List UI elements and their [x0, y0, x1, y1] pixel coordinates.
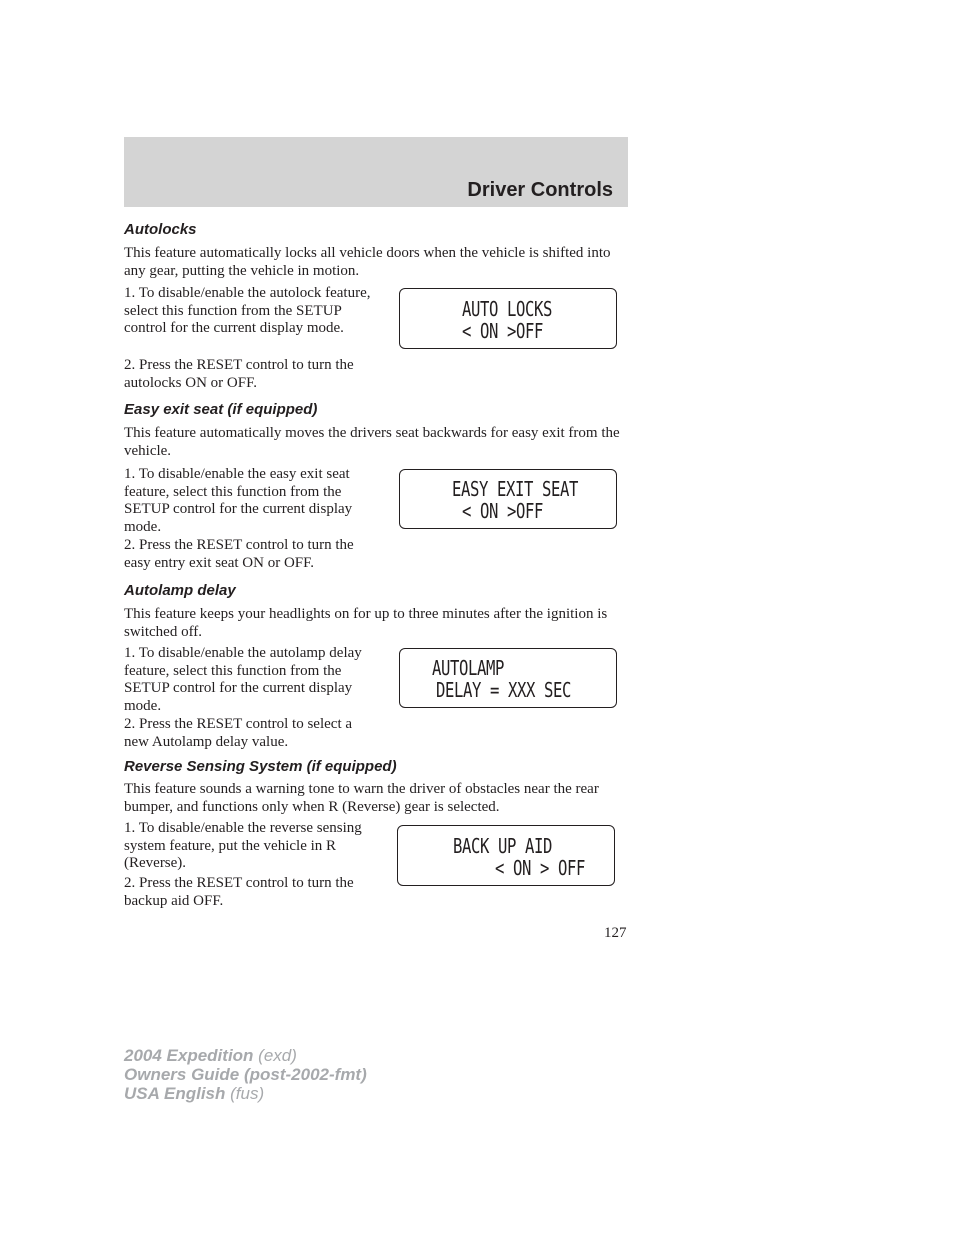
step-2-reverse-sensing: 2. Press the RESET control to turn the backup aid OFF. [124, 875, 354, 909]
footer-line-3 [124, 1084, 367, 1103]
display-line-2: < ON > OFF [495, 856, 586, 880]
display-line-2: < ON >OFF [462, 319, 544, 343]
display-line-1: EASY EXIT SEAT [452, 477, 579, 501]
step-1-autolocks: 1. To disable/enable the autolock feature, select this function from the SETUP control for the current display mode. [124, 285, 371, 336]
step-2-autolocks: 2. Press the RESET control to turn the autolocks ON or OFF. [124, 357, 354, 391]
footer-language-code: (fus) [230, 1084, 265, 1103]
section-heading-easy-exit-seat: Easy exit seat (if equipped) [124, 401, 318, 418]
step-2-autolamp-delay: 2. Press the RESET control to select a new Autolamp delay value. [124, 716, 353, 750]
step-1-autolamp-delay: 1. To disable/enable the autolamp delay feature, select this function from the SETUP control for the current display mode. [124, 645, 362, 714]
display-line-2: < ON >OFF [462, 499, 544, 523]
display-line-1: AUTOLAMP [432, 656, 505, 680]
section-heading-autolocks: Autolocks [124, 221, 197, 238]
section-intro-autolocks: This feature automatically locks all vehicle doors when the vehicle is shifted into any gear, putting the vehicle in motion. [124, 245, 611, 279]
section-heading-autolamp-delay: Autolamp delay [124, 582, 236, 599]
footer-model-code: (exd) [258, 1046, 297, 1065]
step-1-reverse-sensing: 1. To disable/enable the reverse sensing system feature, put the vehicle in R (Reverse). [124, 820, 362, 871]
step-1-easy-exit-seat: 1. To disable/enable the easy exit seat feature, select this function from the SETUP control for the current display mode. [124, 466, 353, 535]
display-line-2: DELAY = XXX SEC [436, 678, 572, 702]
footer-line-1 [124, 1046, 367, 1065]
page-number: 127 [604, 925, 627, 941]
section-intro-autolamp-delay: This feature keeps your headlights on for up to three minutes after the ignition is switched off. [124, 606, 608, 640]
display-line-1: BACK UP AID [453, 834, 553, 858]
display-autolocks [399, 288, 617, 349]
section-heading-reverse-sensing: Reverse Sensing System (if equipped) [124, 758, 397, 775]
section-intro-reverse-sensing: This feature sounds a warning tone to warn the driver of obstacles near the rear bumper, and functions only when R (Reverse) gear is selected. [124, 781, 599, 815]
display-autolamp-delay [399, 648, 617, 708]
footer-line-2 [124, 1065, 367, 1084]
footer-model: 2004 Expedition [124, 1046, 254, 1065]
footer-language: USA English [124, 1084, 226, 1103]
section-intro-easy-exit-seat: This feature automatically moves the drivers seat backwards for easy exit from the vehicle. [124, 425, 620, 459]
header-band [124, 137, 628, 207]
footer-guide: Owners Guide (post-2002-fmt) [124, 1065, 367, 1084]
display-line-1: AUTO LOCKS [462, 297, 553, 321]
display-back-up-aid [397, 825, 615, 886]
footer [124, 1046, 367, 1103]
step-2-easy-exit-seat: 2. Press the RESET control to turn the easy entry exit seat ON or OFF. [124, 537, 354, 571]
display-easy-exit-seat [399, 469, 617, 529]
page-title: Driver Controls [467, 179, 613, 201]
